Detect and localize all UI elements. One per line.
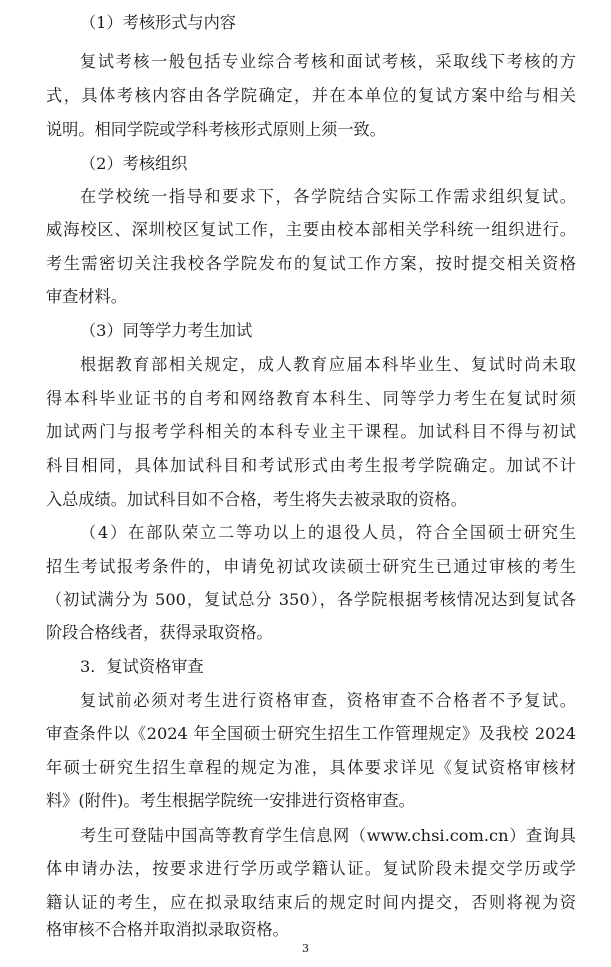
heading-equivalent-academic-exam: （3）同等学力考生加试 (80, 321, 253, 340)
paragraph-line: 在学校统一指导和要求下，各学院结合实际工作需求组织复试。 (80, 187, 576, 206)
paragraph-line: 科目相同，具体加试科目和考试形式由考生报考学院确定。加试不计 (46, 456, 576, 475)
paragraph-line: 考生需密切关注我校各学院发布的复试工作方案，按时提交相关资格 (46, 254, 576, 273)
paragraph-line: 格审核不合格并取消拟录取资格。 (46, 920, 289, 939)
paragraph-line: 审查材料。 (46, 287, 127, 306)
heading-assessment-format: （1）考核形式与内容 (80, 13, 236, 32)
paragraph-line: （初试满分为 500，复试总分 350），各学院根据考核情况达到复试各 (46, 590, 576, 609)
paragraph-line: 复试考核一般包括专业综合考核和面试考核，采取线下考核的方 (80, 52, 576, 71)
paragraph-line: 体申请办法，按要求进行学历或学籍认证。复试阶段未提交学历或学 (46, 859, 576, 878)
heading-assessment-organization: （2）考核组织 (80, 154, 188, 173)
paragraph-line: 根据教育部相关规定，成人教育应届本科毕业生、复试时尚未取 (80, 355, 576, 374)
paragraph-line: 得本科毕业证书的自考和网络教育本科生、同等学力考生在复试时须 (46, 389, 576, 408)
page-number: 3 (302, 942, 309, 955)
paragraph-line: 威海校区、深圳校区复试工作，主要由校本部相关学科统一组织进行。 (46, 220, 576, 239)
paragraph-line: 料》(附件)。考生根据学院统一安排进行资格审查。 (46, 791, 415, 810)
paragraph-chsi-verification: 考生可登陆中国高等教育学生信息网（www.chsi.com.cn）查询具 (80, 826, 576, 845)
paragraph-line: 阶段合格线者，获得录取资格。 (46, 623, 273, 642)
paragraph-line: 年硕士研究生招生章程的规定为准，具体要求详见《复试资格审核材 (46, 758, 576, 777)
paragraph-retired-personnel: （4）在部队荣立二等功以上的退役人员，符合全国硕士研究生 (80, 523, 576, 542)
paragraph-line: 审查条件以《2024 年全国硕士研究生招生工作管理规定》及我校 2024 (46, 724, 576, 743)
paragraph-line: 复试前必须对考生进行资格审查，资格审查不合格者不予复试。 (80, 691, 576, 710)
paragraph-line: 说明。相同学院或学科考核形式原则上须一致。 (46, 120, 386, 139)
paragraph-line: 籍认证的考生，应在拟录取结束后的规定时间内提交，否则将视为资 (46, 893, 576, 912)
paragraph-line: 招生考试报考条件的，申请免初试攻读硕士研究生已通过审核的考生 (46, 557, 576, 576)
paragraph-line: 入总成绩。加试科目如不合格，考生将失去被录取的资格。 (46, 490, 467, 509)
section-heading-qualification-review: 3．复试资格审查 (80, 657, 204, 676)
paragraph-line: 式，具体考核内容由各学院确定，并在本单位的复试方案中给与相关 (46, 86, 576, 105)
paragraph-line: 加试两门与报考学科相关的本科专业主干课程。加试科目不得与初试 (46, 422, 576, 441)
